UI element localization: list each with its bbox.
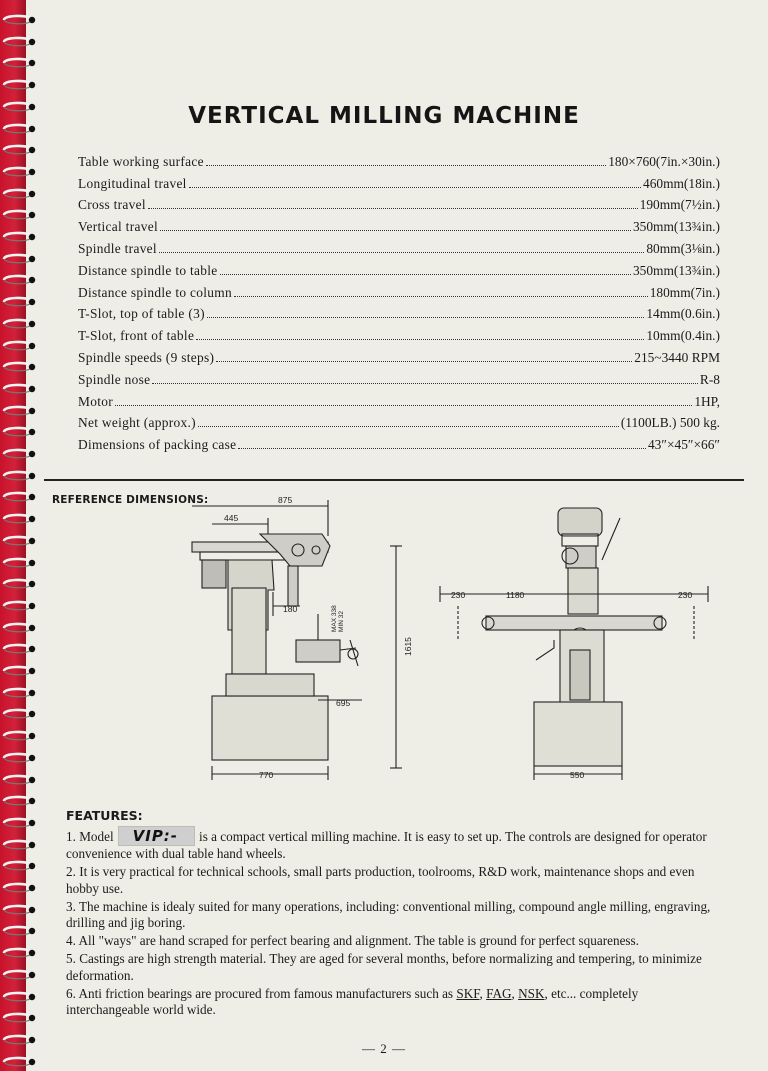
binding-ring — [2, 860, 36, 872]
binding-ring — [2, 774, 36, 786]
dot-leader — [198, 426, 619, 427]
binding-ring — [2, 557, 36, 569]
spec-row — [78, 257, 720, 279]
spec-value: 190mm(7½in.) — [639, 197, 720, 213]
binding-ring — [2, 578, 36, 590]
binding-ring — [2, 665, 36, 677]
dim-label: 1615 — [403, 637, 413, 656]
binding-ring — [2, 296, 36, 308]
binding-ring — [2, 730, 36, 742]
spec-value: 350mm(13¾in.) — [632, 262, 720, 278]
dot-leader — [160, 230, 631, 231]
dot-leader — [196, 339, 644, 340]
binding-ring — [2, 274, 36, 286]
brand-fag: FAG — [486, 985, 512, 1001]
dim-label: 180 — [283, 604, 298, 614]
dot-leader — [148, 208, 638, 209]
front-view — [440, 508, 708, 780]
spec-value: 460mm(18in.) — [643, 175, 720, 191]
dot-leader — [207, 317, 645, 318]
binding-ring — [2, 426, 36, 438]
binding-ring — [2, 361, 36, 373]
binding-ring — [2, 340, 36, 352]
dim-label: 445 — [224, 513, 239, 523]
dim-label: 230 — [678, 590, 693, 600]
dot-leader — [234, 296, 648, 297]
feature-item: 4. All "ways" are hand scraped for perfect bearing and alignment. The table is ground for perfect squareness. — [66, 933, 639, 949]
spec-row — [78, 410, 720, 432]
binding-ring — [2, 817, 36, 829]
dim-label: 695 — [336, 698, 351, 708]
binding-ring — [2, 708, 36, 720]
binding-ring — [2, 209, 36, 221]
spec-label: Spindle nose — [78, 371, 151, 387]
machine-drawing — [140, 490, 740, 790]
binding-ring — [2, 318, 36, 330]
feature-item: 5. Castings are high strength material. They are aged for several months, before normalizing and tempering, to minimize deformation. — [66, 951, 702, 983]
spec-row — [78, 322, 720, 344]
spec-value: 180mm(7in.) — [649, 284, 720, 300]
dim-label: 875 — [278, 495, 293, 505]
binding-ring — [2, 253, 36, 265]
spec-value: R-8 — [699, 371, 720, 387]
spec-value: 350mm(13¾in.) — [632, 219, 720, 235]
dot-leader — [206, 165, 606, 166]
dot-leader — [159, 252, 644, 253]
spec-row — [78, 431, 720, 453]
spec-label: Net weight (approx.) — [78, 415, 196, 431]
dim-label: 550 — [570, 770, 585, 780]
features-heading: FEATURES: — [66, 808, 143, 823]
spec-label: Table working surface — [78, 153, 204, 169]
spec-row — [78, 148, 720, 170]
spec-value: 215~3440 RPM — [634, 349, 720, 365]
binding-ring — [2, 947, 36, 959]
page-number: — 2 — — [362, 1041, 406, 1056]
spec-row — [78, 388, 720, 410]
dim-label: 770 — [259, 770, 274, 780]
spec-value: 1HP, — [694, 393, 720, 409]
spec-label: Motor — [78, 393, 113, 409]
spec-value: (1100LB.) 500 kg. — [620, 415, 720, 431]
binding-ring — [2, 687, 36, 699]
binding-ring — [2, 643, 36, 655]
spec-label: Longitudinal travel — [78, 175, 187, 191]
features-list — [66, 826, 720, 1021]
spec-label: Distance spindle to table — [78, 262, 218, 278]
binding-ring — [2, 795, 36, 807]
binding-ring — [2, 36, 36, 48]
dim-label: 230 — [451, 590, 466, 600]
binding-ring — [2, 166, 36, 178]
spec-row — [78, 235, 720, 257]
section-divider — [44, 479, 744, 481]
spec-label: T-Slot, front of table — [78, 328, 195, 344]
brand-skf: SKF — [456, 985, 480, 1001]
model-stamp: VIP:- — [118, 826, 195, 846]
spec-label: Distance spindle to column — [78, 284, 232, 300]
binding-ring — [2, 752, 36, 764]
dim-label: 1180 — [506, 590, 525, 600]
spec-label: Spindle speeds (9 steps) — [78, 349, 215, 365]
binding-ring — [2, 600, 36, 612]
spec-row — [78, 344, 720, 366]
binding-ring — [2, 839, 36, 851]
feature-item: 1. Model VIP:- is a compact vertical milling machine. It is easy to set up. The controls are designed for operator convenience with dual table hand wheels. — [66, 827, 707, 861]
feature-item: 3. The machine is idealy suited for many operations, including: conventional milling, compound angle milling, engraving, drilling and jig boring. — [66, 898, 711, 931]
binding-ring — [2, 188, 36, 200]
spec-row — [78, 192, 720, 214]
side-view — [192, 500, 402, 780]
binding-ring — [2, 622, 36, 634]
binding-ring — [2, 535, 36, 547]
binding-ring — [2, 405, 36, 417]
spec-label: Cross travel — [78, 197, 146, 213]
binding-ring — [2, 57, 36, 69]
dim-label: MAX 338 — [331, 605, 338, 632]
spec-table — [78, 148, 720, 453]
brand-nsk: NSK — [518, 985, 545, 1001]
binding-ring — [2, 14, 36, 26]
spec-row — [78, 213, 720, 235]
reference-dimensions-heading: REFERENCE DIMENSIONS: — [52, 494, 209, 506]
spec-row — [78, 366, 720, 388]
dot-leader — [152, 383, 697, 384]
binding-ring — [2, 991, 36, 1003]
spec-value: 14mm(0.6in.) — [646, 306, 720, 322]
dot-leader — [220, 274, 631, 275]
spec-row — [78, 301, 720, 323]
spec-label: Spindle travel — [78, 240, 157, 256]
spec-value: 80mm(3⅛in.) — [646, 240, 720, 256]
spec-value: 10mm(0.4in.) — [646, 328, 720, 344]
dot-leader — [238, 448, 646, 449]
binding-ring — [2, 513, 36, 525]
spec-value: 43″×45″×66″ — [647, 437, 720, 453]
binding-ring — [2, 470, 36, 482]
binding-ring — [2, 882, 36, 894]
spec-value: 180×760(7in.×30in.) — [608, 153, 720, 169]
binding-ring — [2, 79, 36, 91]
binding-ring — [2, 904, 36, 916]
binding-ring — [2, 491, 36, 503]
spec-row — [78, 170, 720, 192]
binding-ring — [2, 1056, 36, 1068]
spec-label: Vertical travel — [78, 219, 158, 235]
feature-item: 6. Anti friction bearings are procured from famous manufacturers such as SKF, FAG, NSK, etc... completely interchangeable world wide. — [66, 985, 639, 1018]
binding-ring — [2, 144, 36, 156]
binding-ring — [2, 969, 36, 981]
dim-label: MIN 32 — [338, 611, 345, 632]
binding-ring — [2, 383, 36, 395]
binding-ring — [2, 231, 36, 243]
spec-label: Dimensions of packing case — [78, 437, 237, 453]
spec-row — [78, 279, 720, 301]
dot-leader — [115, 405, 692, 406]
binding-ring — [2, 1012, 36, 1024]
dot-leader — [189, 187, 641, 188]
page-title: VERTICAL MILLING MACHINE — [188, 103, 580, 130]
feature-item: 2. It is very practical for technical schools, small parts production, toolrooms, R&D work, maintenance shops and even hobby use. — [66, 864, 695, 896]
spec-label: T-Slot, top of table (3) — [78, 306, 205, 322]
dot-leader — [216, 361, 632, 362]
binding-ring — [2, 448, 36, 460]
binding-ring — [2, 925, 36, 937]
